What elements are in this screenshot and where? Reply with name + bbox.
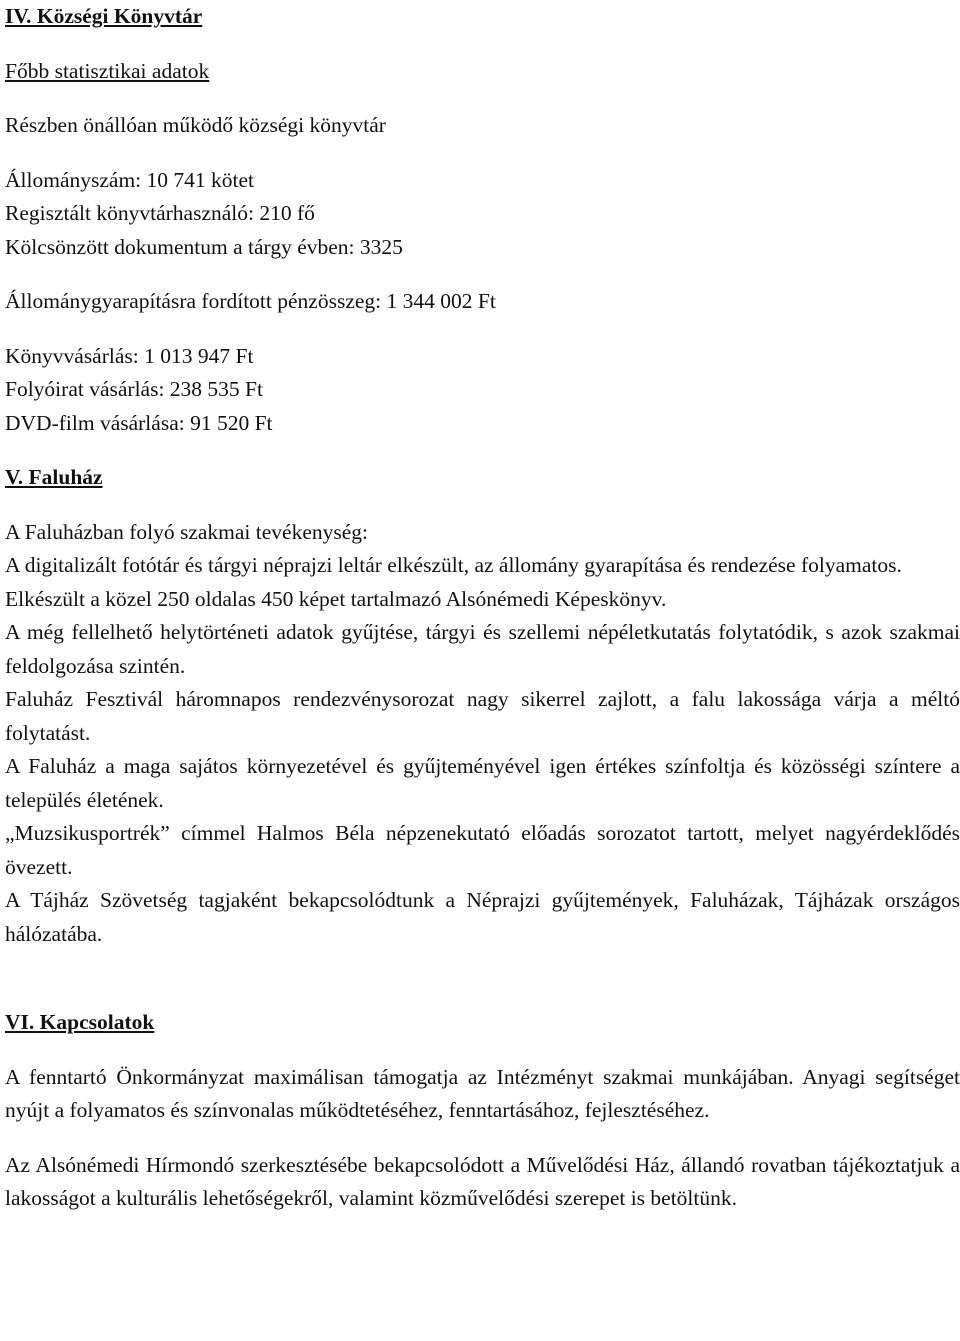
acquisition-total: Állománygyarapításra fordított pénzösszeg: 1 344 002 Ft: [5, 289, 496, 313]
paragraph: A még fellelhető helytörténeti adatok gyűjtése, tárgyi és szellemi népéletkutatás folytatódik, s azok szakmai feldolgozása szintén.: [5, 620, 960, 678]
stat-line: Állományszám: 10 741 kötet: [5, 167, 255, 192]
section-5-intro: A Faluházban folyó szakmai tevékenység:: [5, 519, 369, 544]
acquisition-item: DVD-film vásárlása: 91 520 Ft: [5, 410, 273, 435]
section-5-title: V. Faluház: [5, 465, 103, 489]
library-type: Részben önállóan működő községi könyvtár: [5, 113, 386, 137]
paragraph: A Faluház a maga sajátos környezetével és gyűjteményével igen értékes színfoltja és közösségi színtere a település életének.: [5, 754, 960, 812]
paragraph: „Muzsikusportrék” címmel Halmos Béla népzenekutató előadás sorozatot tartott, melyet nagyérdeklődés övezett.: [5, 821, 960, 879]
paragraph: A Tájház Szövetség tagjaként bekapcsolódtunk a Néprajzi gyűjtemények, Faluházak, Tájházak országos hálózatába.: [5, 888, 960, 946]
acquisition-item: Folyóirat vásárlás: 238 535 Ft: [5, 377, 263, 401]
paragraph: A fenntartó Önkormányzat maximálisan támogatja az Intézményt szakmai munkájában. Anyagi segítséget nyújt a folyamatos és színvonalas működtetéséhez, fenntartásához, fejlesztéséhez.: [5, 1064, 960, 1122]
paragraph: Elkészült a közel 250 oldalas 450 képet tartalmazó Alsónémedi Képeskönyv.: [5, 586, 667, 611]
acquisition-item: Könyvvásárlás: 1 013 947 Ft: [5, 343, 254, 368]
section-4-title: IV. Községi Könyvtár: [5, 4, 203, 28]
paragraph: A digitalizált fotótár és tárgyi néprajzi leltár elkészült, az állomány gyarapítása és rendezése folyamatos.: [5, 553, 902, 577]
section-4-subtitle: Főbb statisztikai adatok: [5, 58, 210, 83]
paragraph: Az Alsónémedi Hírmondó szerkesztésébe bekapcsolódott a Művelődési Ház, állandó rovatban tájékoztatjuk a lakosságot a kulturális lehetőségekről, valamint közművelődési szerepet is betöltünk.: [5, 1152, 960, 1210]
stat-line: Kölcsönzött dokumentum a tárgy évben: 3325: [5, 234, 403, 259]
paragraph: Faluház Fesztivál háromnapos rendezvénysorozat nagy sikerrel zajlott, a falu lakossága várja a méltó folytatást.: [5, 687, 960, 745]
section-6-title: VI. Kapcsolatok: [5, 1010, 155, 1034]
stat-line: Regisztált könyvtárhasználó: 210 fő: [5, 201, 315, 225]
